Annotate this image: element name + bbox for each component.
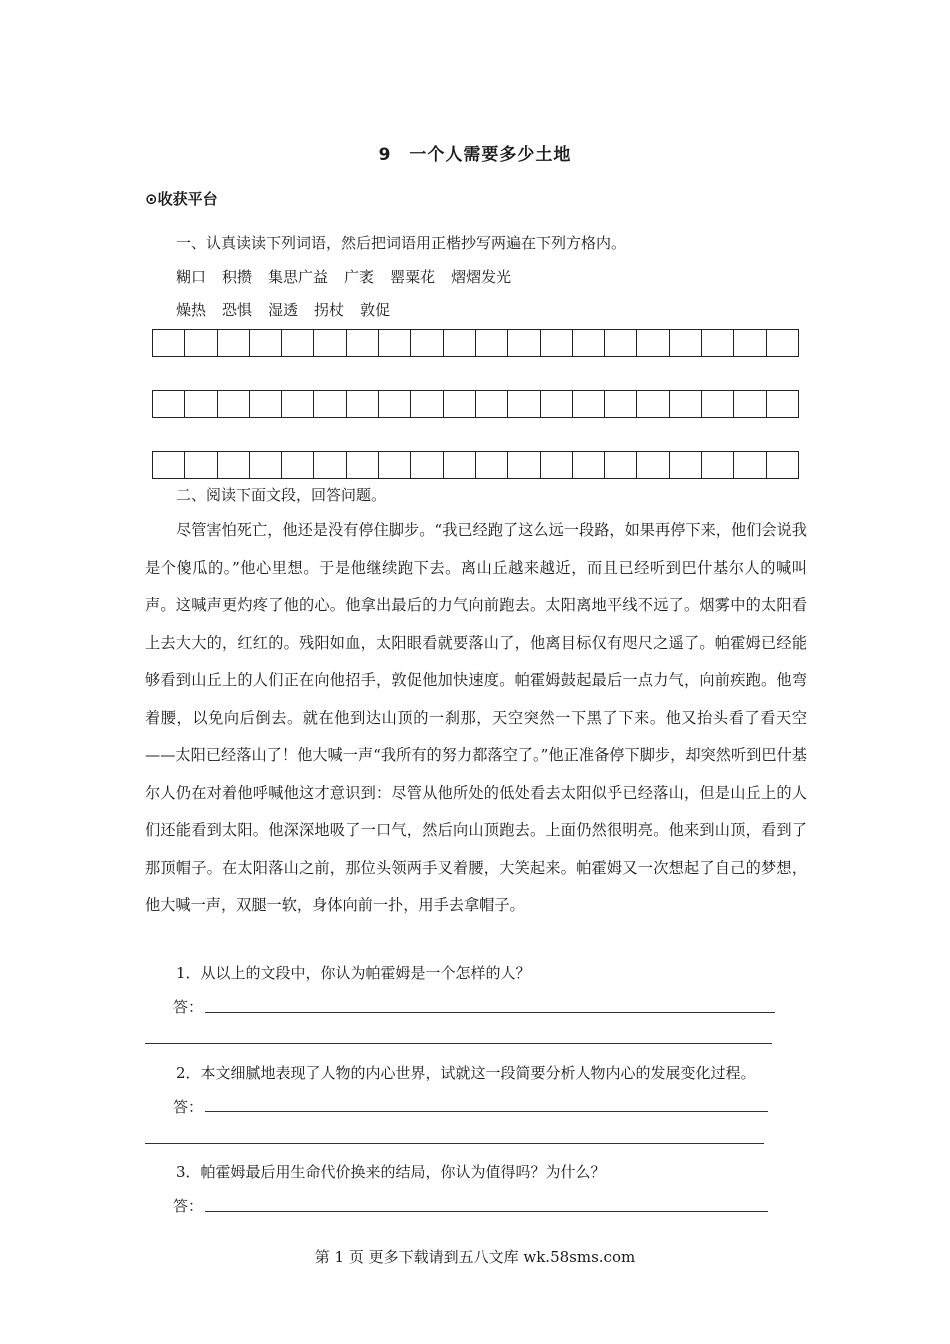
- grid-cell[interactable]: [282, 329, 314, 357]
- grid-cell[interactable]: [702, 451, 734, 479]
- word: 糊口: [176, 268, 207, 286]
- grid-cell[interactable]: [153, 451, 185, 479]
- grid-cell[interactable]: [734, 329, 766, 357]
- grid-cell[interactable]: [282, 451, 314, 479]
- grid-cell[interactable]: [637, 329, 669, 357]
- answer-line[interactable]: [205, 1211, 768, 1212]
- grid-cell[interactable]: [702, 390, 734, 418]
- word-list-2: [176, 299, 406, 320]
- grid-cell[interactable]: [670, 451, 702, 479]
- grid-cell[interactable]: [573, 329, 605, 357]
- grid-cell[interactable]: [508, 390, 540, 418]
- word: 恐惧: [222, 301, 253, 319]
- grid-cell[interactable]: [379, 451, 411, 479]
- grid-cell[interactable]: [411, 329, 443, 357]
- grid-cell[interactable]: [605, 329, 637, 357]
- grid-cell[interactable]: [444, 329, 476, 357]
- writing-grid-row-3[interactable]: [152, 451, 799, 479]
- word: 集思广益: [268, 268, 329, 286]
- grid-cell[interactable]: [541, 451, 573, 479]
- grid-cell[interactable]: [347, 329, 379, 357]
- grid-cell[interactable]: [185, 329, 217, 357]
- grid-cell[interactable]: [670, 329, 702, 357]
- grid-cell[interactable]: [605, 390, 637, 418]
- grid-cell[interactable]: [444, 390, 476, 418]
- grid-cell[interactable]: [476, 390, 508, 418]
- grid-cell[interactable]: [218, 451, 250, 479]
- word: 燥热: [176, 301, 207, 319]
- grid-cell[interactable]: [476, 451, 508, 479]
- word: 拐杖: [314, 301, 345, 319]
- grid-cell[interactable]: [218, 390, 250, 418]
- grid-cell[interactable]: [250, 451, 282, 479]
- grid-cell[interactable]: [379, 329, 411, 357]
- grid-cell[interactable]: [444, 451, 476, 479]
- grid-cell[interactable]: [476, 329, 508, 357]
- grid-cell[interactable]: [411, 451, 443, 479]
- sub-question-3: 3．帕霍姆最后用生命代价换来的结局，你认为值得吗？为什么？: [176, 1163, 606, 1181]
- grid-cell[interactable]: [314, 329, 346, 357]
- grid-cell[interactable]: [637, 390, 669, 418]
- grid-cell[interactable]: [605, 451, 637, 479]
- grid-cell[interactable]: [734, 451, 766, 479]
- grid-cell[interactable]: [250, 329, 282, 357]
- sub-question-2: 2．本文细腻地表现了人物的内心世界，试就这一段简要分析人物内心的发展变化过程。: [176, 1064, 756, 1082]
- word: 湿透: [268, 301, 299, 319]
- word: 积攒: [222, 268, 253, 286]
- question-1-instruction: 一、认真读读下列词语，然后把词语用正楷抄写两遍在下列方格内。: [176, 234, 627, 252]
- writing-grid-row-1[interactable]: [152, 329, 799, 357]
- grid-cell[interactable]: [347, 390, 379, 418]
- answer-line[interactable]: [205, 1111, 768, 1112]
- grid-cell[interactable]: [541, 329, 573, 357]
- word: 敦促: [360, 301, 391, 319]
- word-list-1: [176, 266, 527, 287]
- page-title: 9 一个人需要多少土地: [378, 145, 572, 165]
- grid-cell[interactable]: [767, 329, 799, 357]
- grid-cell[interactable]: [734, 390, 766, 418]
- sub-question-1: 1．从以上的文段中，你认为帕霍姆是一个怎样的人？: [176, 964, 531, 982]
- grid-cell[interactable]: [702, 329, 734, 357]
- answer-label: 答：: [173, 998, 204, 1016]
- grid-cell[interactable]: [314, 390, 346, 418]
- section-heading: ⊙收获平台: [145, 190, 218, 208]
- answer-label: 答：: [173, 1197, 204, 1215]
- answer-label: 答：: [173, 1098, 204, 1116]
- grid-cell[interactable]: [314, 451, 346, 479]
- grid-cell[interactable]: [508, 451, 540, 479]
- grid-cell[interactable]: [573, 451, 605, 479]
- grid-cell[interactable]: [670, 390, 702, 418]
- page-footer: 第 1 页 更多下载请到五八文库 wk.58sms.com: [314, 1248, 636, 1266]
- grid-cell[interactable]: [153, 390, 185, 418]
- grid-cell[interactable]: [250, 390, 282, 418]
- reading-passage: 尽管害怕死亡，他还是没有停住脚步。“我已经跑了这么远一段路，如果再停下来，他们会说我是个傻瓜的。”他心里想。于是他继续跑下去。离山丘越来越近，而且已经听到巴什基尔人的喊叫声。这喊声更灼疼了他的心。他拿出最后的力气向前跑去。太阳离地平线不远了。烟雾中的太阳看上去大大的，红红的。残阳如血，太阳眼看就要落山了，他离目标仅有咫尺之遥了。帕霍姆已经能够看到山丘上的人们正在向他招手，敦促他加快速度。帕霍姆鼓起最后一点力气，向前疾跑。他弯着腰，以免向后倒去。就在他到达山顶的一刹那，天空突然一下黑了下来。他又抬头看了看天空——太阳已经落山了！他大喊一声“我所有的努力都落空了。”他正准备停下脚步，却突然听到巴什基尔人仍在对着他呼喊他这才意识到：尽管从他所处的低处看去太阳似乎已经落山，但是山丘上的人们还能看到太阳。他深深地吸了一口气，然后向山顶跑去。上面仍然很明亮。他来到山顶，看到了那顶帽子。在太阳落山之前，那位头领两手叉着腰，大笑起来。帕霍姆又一次想起了自己的梦想，他大喊一声，双腿一软，身体向前一扑，用手去拿帽子。: [145, 521, 807, 914]
- grid-cell[interactable]: [379, 390, 411, 418]
- grid-cell[interactable]: [767, 390, 799, 418]
- answer-line[interactable]: [145, 1143, 764, 1144]
- grid-cell[interactable]: [218, 329, 250, 357]
- grid-cell[interactable]: [153, 329, 185, 357]
- word: 罂粟花: [390, 268, 436, 286]
- grid-cell[interactable]: [185, 390, 217, 418]
- answer-line[interactable]: [145, 1043, 772, 1044]
- word: 熠熠发光: [451, 268, 512, 286]
- answer-line[interactable]: [205, 1012, 775, 1013]
- grid-cell[interactable]: [411, 390, 443, 418]
- writing-grid-row-2[interactable]: [152, 390, 799, 418]
- grid-cell[interactable]: [282, 390, 314, 418]
- grid-cell[interactable]: [347, 451, 379, 479]
- question-2-instruction: 二、阅读下面文段，回答问题。: [176, 486, 387, 504]
- grid-cell[interactable]: [185, 451, 217, 479]
- grid-cell[interactable]: [573, 390, 605, 418]
- grid-cell[interactable]: [637, 451, 669, 479]
- grid-cell[interactable]: [541, 390, 573, 418]
- grid-cell[interactable]: [767, 451, 799, 479]
- grid-cell[interactable]: [508, 329, 540, 357]
- word: 广袤: [344, 268, 375, 286]
